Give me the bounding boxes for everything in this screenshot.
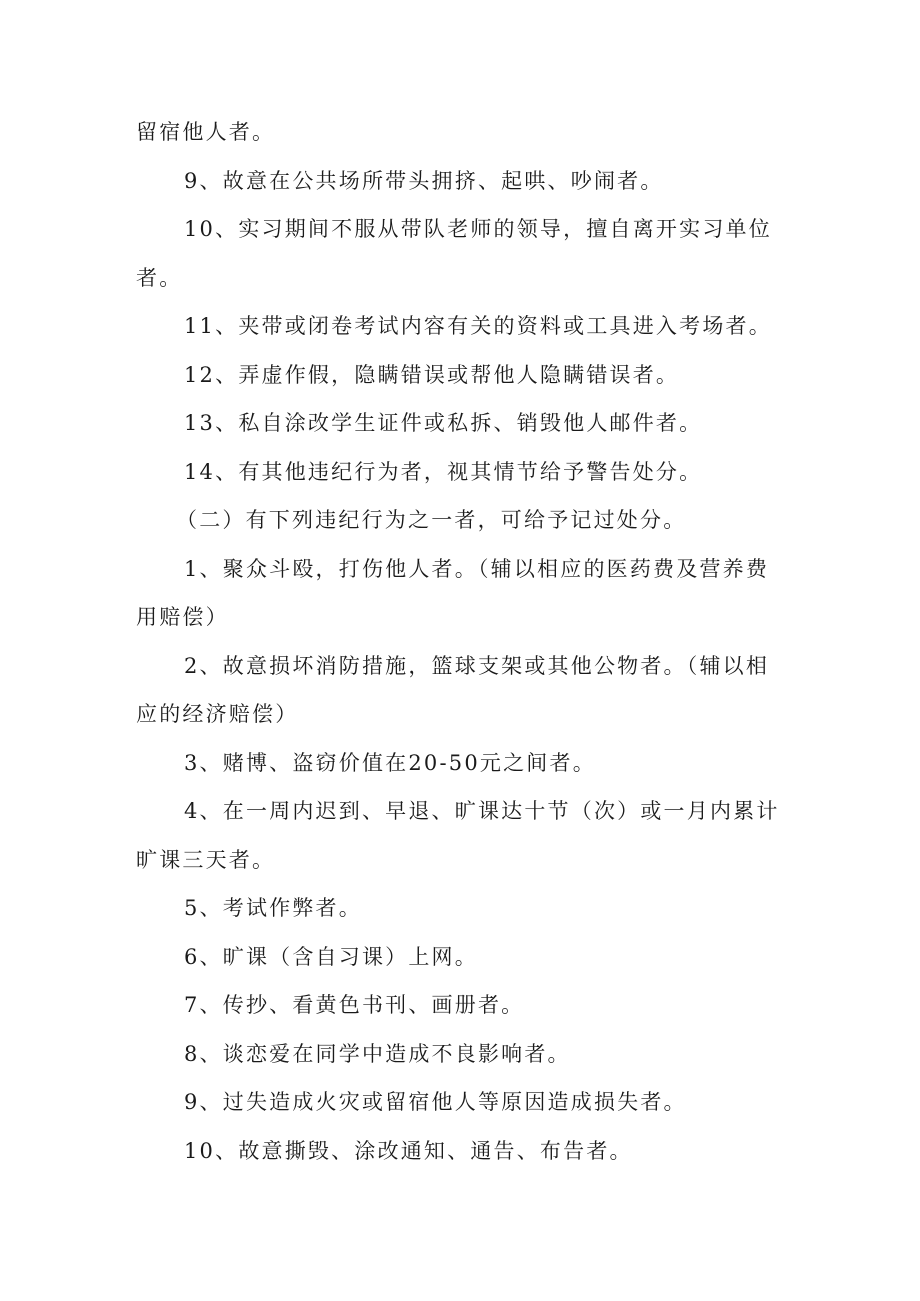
paragraph-item-9b: 9、过失造成火灾或留宿他人等原因造成损失者。 (184, 1090, 687, 1114)
paragraph-item-10b: 10、故意撕毁、涂改通知、通告、布告者。 (184, 1138, 633, 1163)
paragraph-item-4: 4、在一周内迟到、早退、旷课达十节（次）或一月内累计旷课三天者。 (136, 799, 780, 872)
paragraph-item-1: 1、聚众斗殴，打伤他人者。（辅以相应的医药费及营养费用赔偿） (136, 556, 770, 629)
section-heading-2: （二）有下列违纪行为之一者，可给予记过处分。 (176, 508, 687, 532)
paragraph-continuation: 留宿他人者。 (136, 120, 276, 144)
paragraph-item-3: 3、赌博、盗窃价值在20-50元之间者。 (184, 750, 596, 775)
paragraph-item-8: 8、谈恋爱在同学中造成不良影响者。 (184, 1041, 571, 1066)
paragraph-item-13: 13、私自涂改学生证件或私拆、销毁他人邮件者。 (184, 411, 703, 435)
paragraph-item-7: 7、传抄、看黄色书刊、画册者。 (184, 993, 525, 1017)
paragraph-item-12: 12、弄虚作假，隐瞒错误或帮他人隐瞒错误者。 (184, 362, 680, 387)
paragraph-item-10: 10、实习期间不服从带队老师的领导，擅自离开实习单位者。 (136, 217, 772, 290)
paragraph-item-6: 6、旷课（含自习课）上网。 (184, 944, 478, 969)
paragraph-item-14: 14、有其他违纪行为者，视其情节给予警告处分。 (184, 459, 703, 484)
document-body (136, 108, 792, 1175)
paragraph-item-2: 2、故意损坏消防措施，篮球支架或其他公物者。（辅以相应的经济赔偿） (136, 653, 770, 726)
paragraph-item-9: 9、故意在公共场所带头拥挤、起哄、吵闹者。 (184, 168, 664, 193)
paragraph-item-11: 11、夹带或闭卷考试内容有关的资料或工具进入考场者。 (184, 314, 772, 338)
paragraph-item-5: 5、考试作弊者。 (184, 896, 362, 920)
